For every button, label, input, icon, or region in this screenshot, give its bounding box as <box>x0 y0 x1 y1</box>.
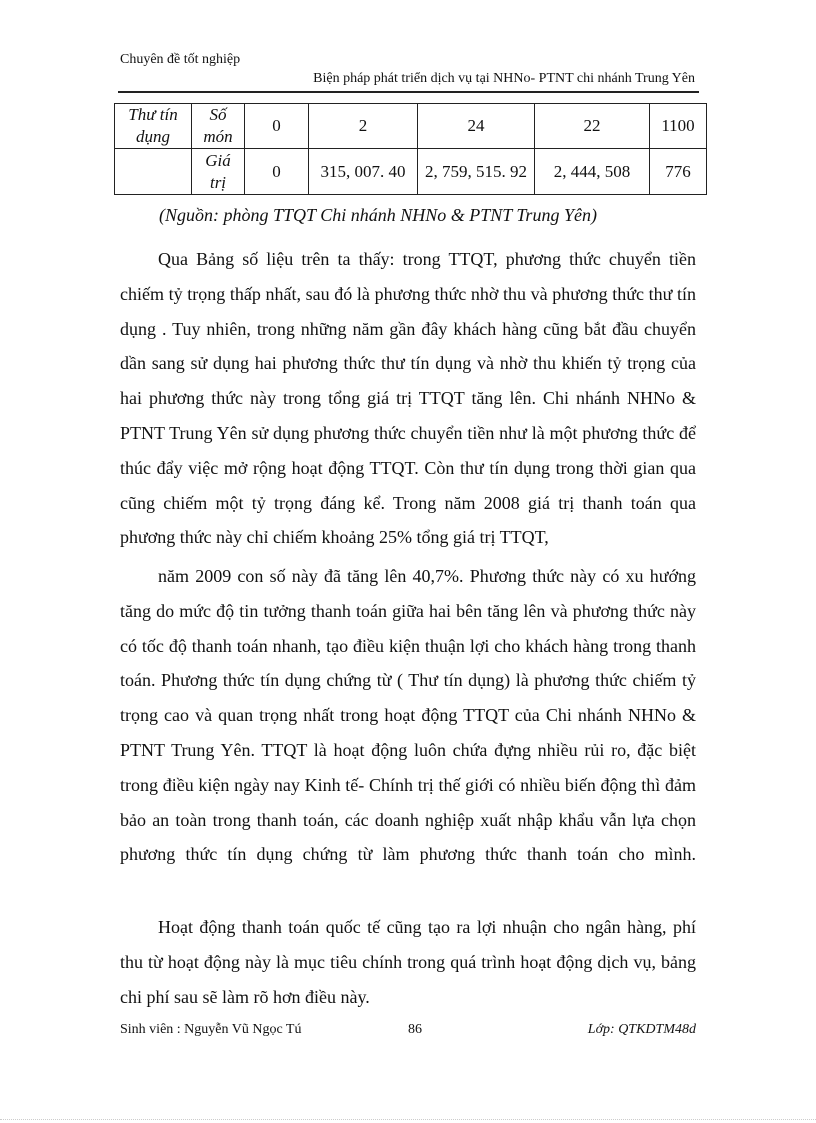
table-cell: 2, 444, 508 <box>535 149 650 195</box>
table-cell-label: Giá trị <box>192 149 245 195</box>
table-cell: 0 <box>245 149 309 195</box>
paragraph: Qua Bảng số liệu trên ta thấy: trong TTQT, phương thức chuyển tiền chiếm tỷ trọng thấp nhất, sau đó là phương thức nhờ thu và phương thức thư tín dụng . Tuy nhiên, trong những năm gần đây khách hàng cũng bắt đầu chuyển dần sang sử dụng hai phương thức thư tín dụng và nhờ thu khiến tỷ trọng của hai phương thức này trong tổng giá trị TTQT tăng lên. Chi nhánh NHNo & PTNT Trung Yên sử dụng phương thức chuyển tiền như là một phương thức để thúc đẩy việc mở rộng hoạt động TTQT. Còn thư tín dụng trong thời gian qua cũng chiếm một tỷ trọng đáng kể. Trong năm 2008 giá trị thanh toán qua phương thức này chỉ chiếm khoảng 25% tổng giá trị TTQT, <box>120 249 696 548</box>
header-divider <box>118 91 699 93</box>
paragraph: Hoạt động thanh toán quốc tế cũng tạo ra lợi nhuận cho ngân hàng, phí thu từ hoạt động này là mục tiêu chính trong quá trình hoạt động dịch vụ, bảng chi phí sau sẽ làm rõ hơn điều này. <box>120 917 696 1007</box>
footer-class: Lớp: QTKDTM48d <box>587 1022 696 1037</box>
table-cell: 776 <box>650 149 707 195</box>
header-document-title: Biện pháp phát triển dịch vụ tại NHNo- PTNT chi nhánh Trung Yên <box>313 71 695 86</box>
footer-page-number: 86 <box>408 1022 422 1037</box>
table-cell: 24 <box>418 104 535 149</box>
table-cell-label: Số món <box>192 104 245 149</box>
table-cell-method <box>115 149 192 195</box>
page-edge <box>0 1119 816 1120</box>
table-cell: 2 <box>309 104 418 149</box>
table-cell: 0 <box>245 104 309 149</box>
table-cell: 2, 759, 515. 92 <box>418 149 535 195</box>
paragraph: năm 2009 con số này đã tăng lên 40,7%. Phương thức này có xu hướng tăng do mức độ tin tưởng thanh toán giữa hai bên tăng lên và phương thức này có tốc độ thanh toán nhanh, tạo điều kiện thuận lợi cho khách hàng trong thanh toán. Phương thức tín dụng chứng từ ( Thư tín dụng) là phương thức chiếm tỷ trọng cao và quan trọng nhất trong hoạt động TTQT của Chi nhánh NHNo & PTNT Trung Yên. TTQT là hoạt động luôn chứa đựng nhiều rủi ro, đặc biệt trong điều kiện ngày nay Kinh tế- Chính trị thế giới có nhiều biến động thì đảm bảo an toàn trong thanh toán, các doanh nghiệp xuất nhập khẩu vẫn lựa chọn phương thức tín dụng chứng từ làm phương thức thanh toán cho mình. <box>120 566 696 865</box>
table-row <box>115 104 707 149</box>
table-cell-method: Thư tín dụng <box>115 104 192 149</box>
table-cell: 1100 <box>650 104 707 149</box>
table-source-caption: (Nguồn: phòng TTQT Chi nhánh NHNo & PTNT Trung Yên) <box>159 205 597 225</box>
statistics-table <box>114 103 707 195</box>
footer-student-name: Sinh viên : Nguyễn Vũ Ngọc Tú <box>120 1022 302 1037</box>
table-cell: 315, 007. 40 <box>309 149 418 195</box>
header-document-type: Chuyên đề tốt nghiệp <box>120 52 241 67</box>
table-cell: 22 <box>535 104 650 149</box>
table-row <box>115 149 707 195</box>
